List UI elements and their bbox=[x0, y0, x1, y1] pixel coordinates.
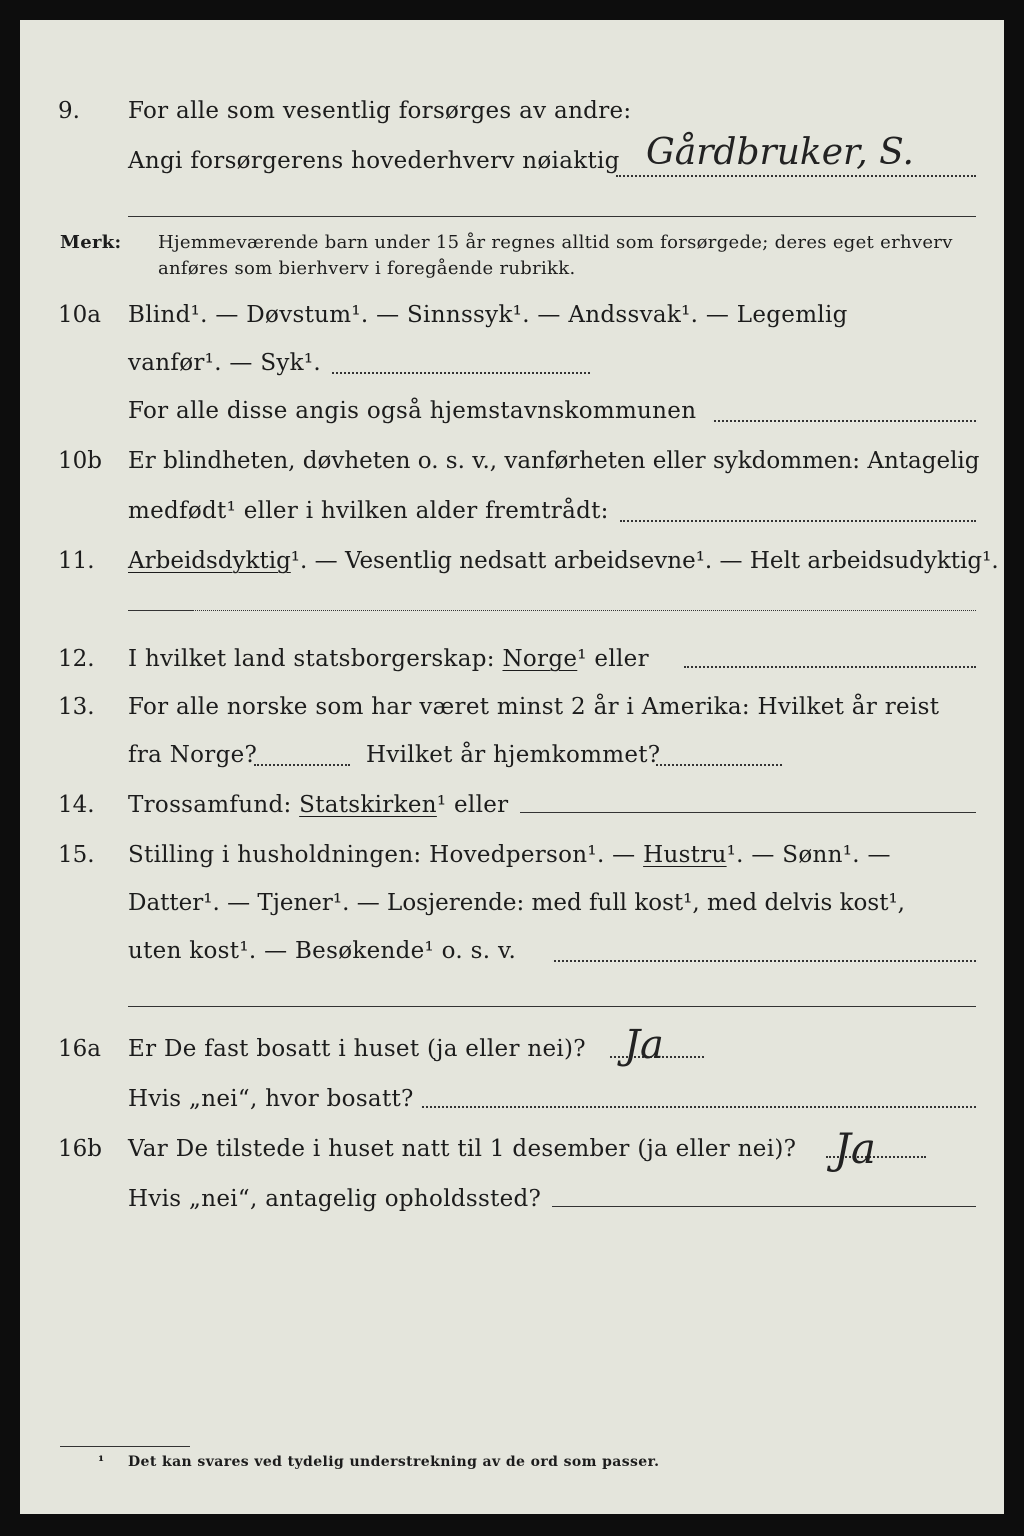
merk-line1: Hjemmeværende barn under 15 år regnes alltid som forsørgede; deres eget erhverv bbox=[158, 232, 953, 253]
q15-underlined-option: Hustru bbox=[643, 842, 727, 868]
q12-answer-line bbox=[684, 666, 976, 668]
q16a-number: 16a bbox=[58, 1036, 101, 1062]
q16b-handwritten-answer: Ja bbox=[834, 1124, 876, 1173]
q13-number: 13. bbox=[58, 694, 95, 720]
q11-answer-line bbox=[192, 610, 976, 611]
q15-line1b: ¹. — Sønn¹. — bbox=[726, 842, 891, 868]
q11-short-rule bbox=[128, 610, 192, 611]
q10a-line3: For alle disse angis også hjemstavnskommunen bbox=[128, 398, 697, 424]
q12-line bbox=[128, 646, 649, 672]
q14-answer-line bbox=[520, 812, 976, 813]
q12-prefix: I hvilket land statsborgerskap: bbox=[128, 646, 495, 672]
q13-hjemkommet-answer bbox=[656, 764, 782, 766]
q14-number: 14. bbox=[58, 792, 95, 818]
q10a-line2-answer bbox=[332, 372, 590, 374]
q14-underlined-option: Statskirken bbox=[299, 792, 437, 818]
q15-line1a: Stilling i husholdningen: Hovedperson¹. — bbox=[128, 842, 636, 868]
q12-suffix: ¹ eller bbox=[577, 646, 649, 672]
footnote-rule bbox=[60, 1446, 190, 1447]
divider bbox=[128, 216, 976, 217]
footnote-text: Det kan svares ved tydelig understrekning av de ord som passer. bbox=[128, 1454, 660, 1470]
q9-line1: For alle som vesentlig forsørges av andre: bbox=[128, 98, 632, 124]
q10a-line1: Blind¹. — Døvstum¹. — Sinnssyk¹. — Andssvak¹. — Legemlig bbox=[128, 302, 848, 328]
q16a-handwritten-answer: Ja bbox=[624, 1022, 664, 1068]
q9-handwritten-answer: Gårdbruker, S. bbox=[646, 132, 914, 173]
q10a-line2: vanfør¹. — Syk¹. bbox=[128, 350, 322, 376]
q16b-line2: Hvis „nei“, antagelig opholdssted? bbox=[128, 1186, 542, 1212]
q9-answer-line bbox=[616, 175, 976, 177]
census-form-page bbox=[20, 20, 1004, 1514]
q16b-line1: Var De tilstede i huset natt til 1 desember (ja eller nei)? bbox=[128, 1136, 797, 1162]
q15-line1 bbox=[128, 842, 891, 868]
q16a-line1: Er De fast bosatt i huset (ja eller nei)? bbox=[128, 1036, 586, 1062]
q13-reist-answer bbox=[254, 764, 350, 766]
q10b-line1: Er blindheten, døvheten o. s. v., vanførheten eller sykdommen: Antagelig bbox=[128, 448, 980, 474]
q10b-line2: medfødt¹ eller i hvilken alder fremtrådt: bbox=[128, 498, 609, 524]
divider bbox=[128, 1006, 976, 1007]
merk-label: Merk: bbox=[60, 232, 122, 253]
q14-prefix: Trossamfund: bbox=[128, 792, 292, 818]
q10b-number: 10b bbox=[58, 448, 102, 474]
q10a-number: 10a bbox=[58, 302, 101, 328]
q11-rest: ¹. — Vesentlig nedsatt arbeidsevne¹. — Helt arbeidsudyktig¹. bbox=[290, 548, 999, 574]
q15-line2: Datter¹. — Tjener¹. — Losjerende: med full kost¹, med delvis kost¹, bbox=[128, 890, 905, 916]
q14-line bbox=[128, 792, 508, 818]
q16a-line2: Hvis „nei“, hvor bosatt? bbox=[128, 1086, 414, 1112]
q13-line2b: Hvilket år hjemkommet? bbox=[366, 742, 661, 768]
q15-line3: uten kost¹. — Besøkende¹ o. s. v. bbox=[128, 938, 517, 964]
q15-answer-line bbox=[554, 960, 976, 962]
q11-line bbox=[128, 548, 999, 574]
footnote-mark: ¹ bbox=[98, 1454, 105, 1470]
q11-underlined-option: Arbeidsdyktig bbox=[128, 548, 291, 574]
q13-line1: For alle norske som har været minst 2 år i Amerika: Hvilket år reist bbox=[128, 694, 940, 720]
q16b-opholdssted-line bbox=[552, 1206, 976, 1207]
q10a-line3-answer bbox=[714, 420, 976, 422]
q13-line2a: fra Norge? bbox=[128, 742, 258, 768]
q14-suffix: ¹ eller bbox=[436, 792, 509, 818]
q16b-number: 16b bbox=[58, 1136, 102, 1162]
q9-number: 9. bbox=[58, 98, 80, 124]
q9-line2: Angi forsørgerens hovederhverv nøiaktig bbox=[128, 148, 620, 174]
q10b-answer-line bbox=[620, 520, 976, 522]
q16a-bosatt-line bbox=[422, 1106, 976, 1108]
merk-line2: anføres som bierhverv i foregående rubrikk. bbox=[158, 258, 576, 279]
q12-number: 12. bbox=[58, 646, 95, 672]
q12-underlined-option: Norge bbox=[502, 646, 578, 672]
q15-number: 15. bbox=[58, 842, 95, 868]
q11-number: 11. bbox=[58, 548, 95, 574]
